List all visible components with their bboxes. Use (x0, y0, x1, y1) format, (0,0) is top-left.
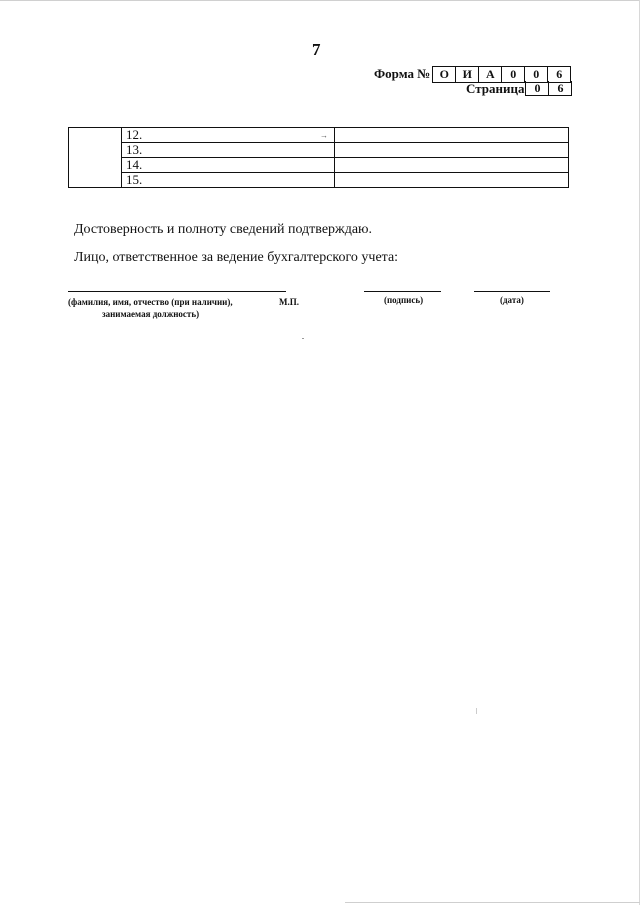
table-row (69, 158, 569, 173)
page-indicator (466, 81, 572, 96)
scan-edge (0, 0, 640, 1)
page-label: Страница (466, 81, 525, 96)
form-code-cell: О (439, 67, 449, 81)
arrow-mark-icon: → (320, 131, 328, 140)
row-number: 13. (126, 142, 143, 157)
seal-label: М.П. (279, 297, 299, 307)
table-row (69, 143, 569, 158)
form-code-cell: И (455, 67, 478, 82)
data-table (68, 127, 569, 188)
row-number-cell (122, 173, 335, 188)
date-caption: (дата) (500, 295, 524, 305)
table-row (69, 128, 569, 143)
value-cell (335, 158, 569, 173)
page-digit-cell: 0 (534, 81, 541, 95)
name-signature-line (68, 291, 286, 292)
form-code-cell: 6 (547, 67, 570, 82)
page-number: 7 (312, 40, 321, 59)
form-number-label: Форма № (374, 66, 431, 81)
scan-speck (302, 338, 304, 339)
name-caption-line1: (фамилия, имя, отчество (при наличии), (68, 297, 233, 307)
signature-caption: (подпись) (384, 295, 424, 305)
row-number: 12. (126, 127, 143, 142)
date-line (474, 291, 550, 292)
row-number: 14. (126, 157, 143, 172)
value-cell (335, 128, 569, 143)
signature-line (364, 291, 441, 292)
row-number-cell (122, 158, 335, 173)
form-code-cell: А (478, 67, 501, 82)
table-row (69, 173, 569, 188)
merged-blank-cell (69, 128, 122, 188)
responsible-person-label: Лицо, ответственное за ведение бухгалтерского учета: (74, 250, 399, 265)
value-cell (335, 173, 569, 188)
page-digit-cell: 6 (548, 81, 571, 95)
value-cell (335, 143, 569, 158)
form-code-cell: 0 (524, 67, 547, 82)
form-code-cell: 0 (501, 67, 524, 82)
row-number: 15. (126, 172, 143, 187)
row-number-cell (122, 128, 335, 143)
row-number-cell (122, 143, 335, 158)
form-number (374, 66, 571, 82)
page-digit-cells (525, 81, 572, 96)
scan-speck (476, 708, 477, 714)
scan-edge (345, 902, 640, 903)
confirmation-statement: Достоверность и полноту сведений подтверждаю. (74, 222, 372, 237)
name-caption-line2: занимаемая должность) (102, 309, 200, 319)
